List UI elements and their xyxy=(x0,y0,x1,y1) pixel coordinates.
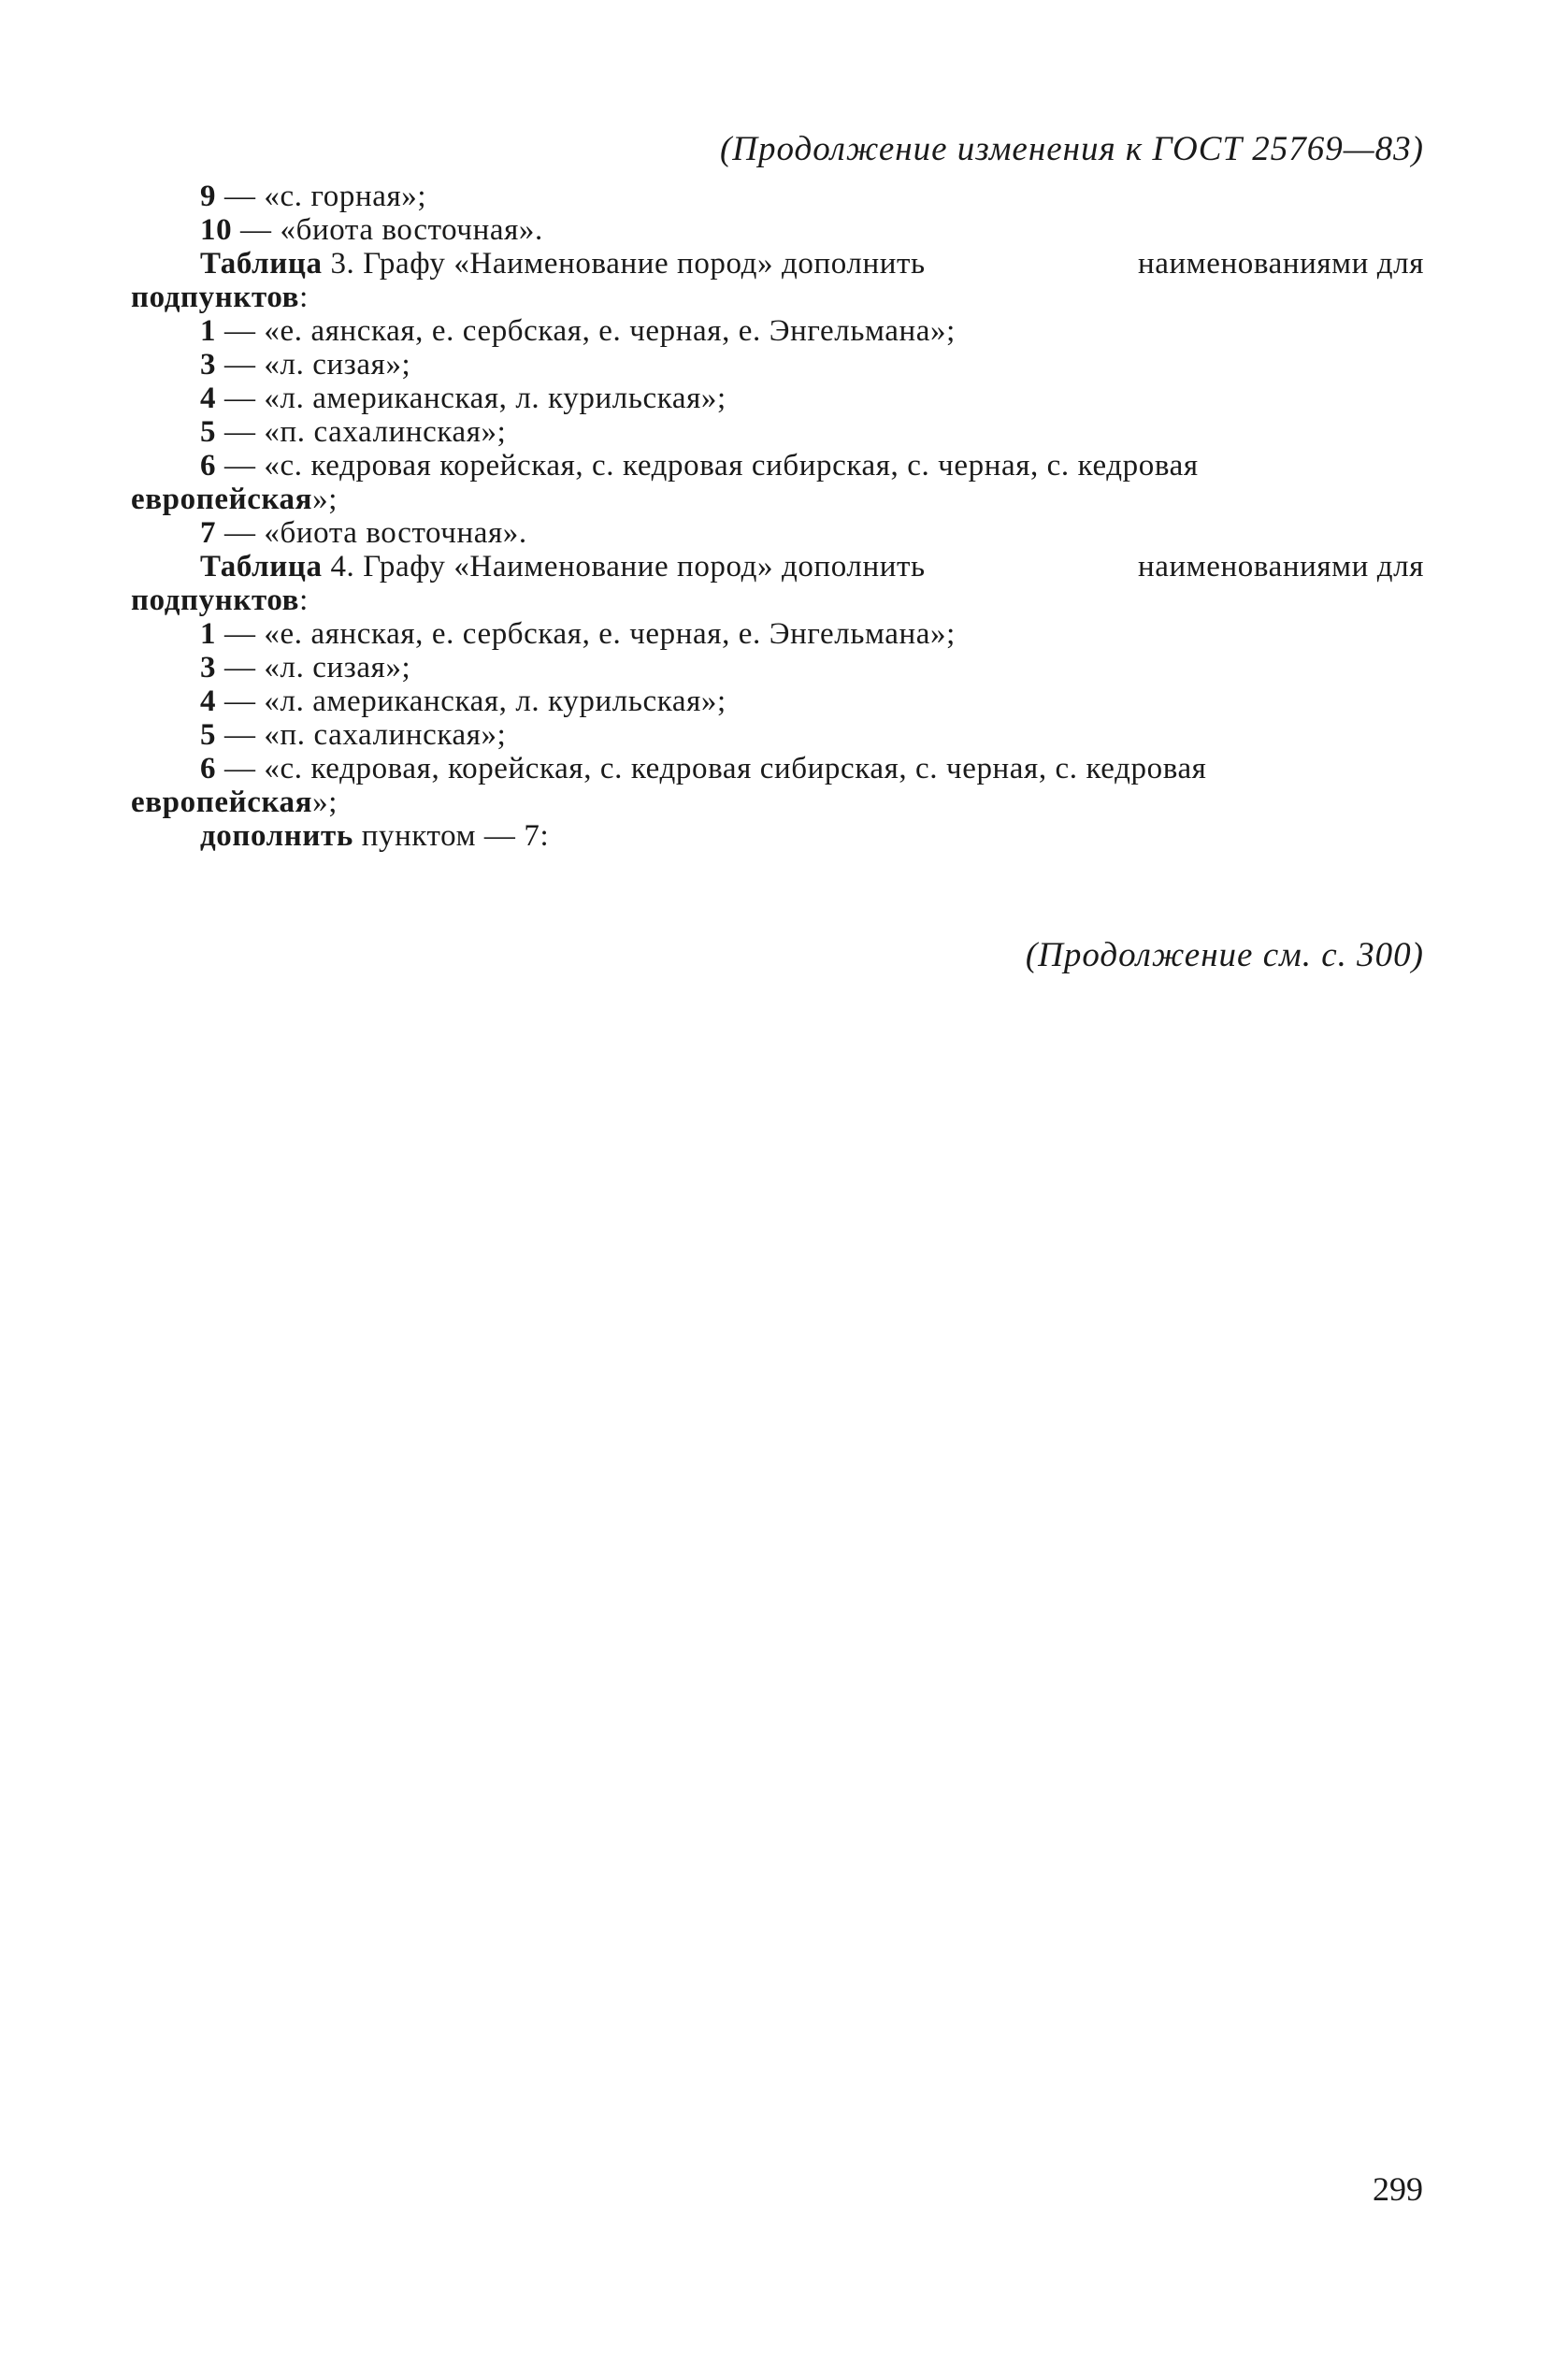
list-item xyxy=(131,449,1424,483)
item-number: 5 xyxy=(200,718,217,752)
add-word: дополнить xyxy=(200,819,353,853)
item-number: 9 xyxy=(200,180,217,213)
item-text: — «л. американская, л. курильская»; xyxy=(216,684,726,718)
item-number: 10 xyxy=(200,213,233,247)
table-4-instruction: 4. Графу «Наименование пород» дополнить xyxy=(322,550,926,584)
list-item xyxy=(131,382,1424,415)
running-header: (Продолжение изменения к ГОСТ 25769—83) xyxy=(719,130,1424,168)
list-item xyxy=(131,651,1424,684)
item-text: — «п. сахалинская»; xyxy=(216,718,507,752)
add-item-line xyxy=(131,819,1424,853)
continuation-line: европейская»; xyxy=(131,785,338,819)
item-text: — «с. кедровая корейская, с. кедровая сибирская, с. черная, с. кедровая xyxy=(216,449,1199,483)
list-item xyxy=(131,415,1424,449)
continuation-line: европейская»; xyxy=(131,483,338,516)
list-item xyxy=(131,752,1424,785)
table-3-instruction-tail: наименованиями для xyxy=(1138,247,1424,281)
table-3-heading xyxy=(131,247,1424,281)
list-item xyxy=(131,684,1424,718)
item-text: — «биота восточная». xyxy=(232,213,543,247)
item-text: — «л. сизая»; xyxy=(216,348,411,382)
subitems-label: подпунктов xyxy=(131,281,300,314)
list-item xyxy=(131,348,1424,382)
list-item xyxy=(131,718,1424,752)
page-number: 299 xyxy=(1373,2170,1423,2208)
continuation-line: подпунктов: xyxy=(131,584,309,617)
list-item xyxy=(131,180,1424,213)
item-text: — «биота восточная». xyxy=(216,516,527,550)
item-text: — «с. горная»; xyxy=(216,180,427,213)
list-item xyxy=(131,617,1424,651)
continuation-word: европейская xyxy=(131,483,313,516)
table-label: Таблица xyxy=(200,247,323,281)
list-item xyxy=(131,213,1424,247)
table-4-instruction-tail: наименованиями для xyxy=(1138,550,1424,584)
item-number: 7 xyxy=(200,516,217,550)
continuation-line: подпунктов: xyxy=(131,281,309,314)
item-text: — «л. американская, л. курильская»; xyxy=(216,382,726,415)
item-text: — «е. аянская, е. сербская, е. черная, е. Энгельмана»; xyxy=(216,314,956,348)
item-number: 6 xyxy=(200,449,217,483)
table-label: Таблица xyxy=(200,550,323,584)
item-number: 1 xyxy=(200,617,217,651)
add-item-text: пунктом — 7: xyxy=(352,819,550,853)
item-number: 5 xyxy=(200,415,217,449)
item-number: 4 xyxy=(200,382,217,415)
item-text: — «п. сахалинская»; xyxy=(216,415,507,449)
list-item xyxy=(131,314,1424,348)
item-number: 1 xyxy=(200,314,217,348)
item-number: 4 xyxy=(200,684,217,718)
continuation-word: европейская xyxy=(131,785,313,819)
continuation-note: (Продолжение см. с. 300) xyxy=(1025,936,1424,974)
amendment-text xyxy=(131,180,1424,853)
table-4-heading xyxy=(131,550,1424,584)
item-text: — «с. кедровая, корейская, с. кедровая сибирская, с. черная, с. кедровая xyxy=(216,752,1207,785)
table-3-instruction: 3. Графу «Наименование пород» дополнить xyxy=(322,247,926,281)
list-item xyxy=(131,516,1424,550)
item-text: — «л. сизая»; xyxy=(216,651,411,684)
item-number: 3 xyxy=(200,348,217,382)
subitems-label: подпунктов xyxy=(131,584,300,617)
item-number: 3 xyxy=(200,651,217,684)
item-text: — «е. аянская, е. сербская, е. черная, е. Энгельмана»; xyxy=(216,617,956,651)
item-number: 6 xyxy=(200,752,217,785)
